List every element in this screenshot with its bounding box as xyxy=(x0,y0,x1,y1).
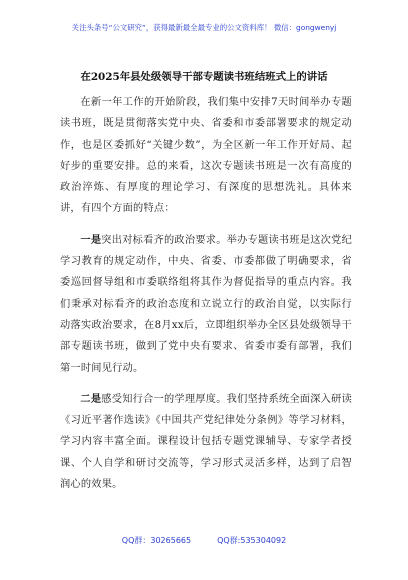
paragraph-text: 在新一年工作的开始阶段，我们集中安排7天时间举办专题读书班，既是贯彻落实党中央、省委和市委部署要求的规定动作，也是区委抓好“关键少数”，为全区新一年工作开好局、起好步的重要安排。总的来看，这次专题读书班是一次有高度的政治淬炼、有厚度的理论学习、有深度的思想洗礼。具体来讲，有四个方面的特点： xyxy=(60,97,352,215)
paragraph-lead: 一是 xyxy=(80,233,102,246)
footer-qq-group-2: QQ群:535304092 xyxy=(217,536,287,545)
footer-qq-group-1: QQ群：30265665 xyxy=(121,536,192,545)
header-banner: 关注头条号“公文研究”，获得最新最全最专业的公文资料库！ 微信：gongwenyj xyxy=(71,23,337,32)
paragraph-point-one xyxy=(60,230,352,379)
footer xyxy=(0,535,408,546)
paragraph-lead: 二是 xyxy=(80,392,102,405)
paragraph-point-two xyxy=(60,389,352,495)
paragraph-text: 突出对标看齐的政治要求。举办专题读书班是这次党纪学习教育的规定动作，中央、省委、市委都做了明确要求，省委巡回督导组和市委联络组将其作为督促指导的重点内容。我们秉承对标看齐的政治态度和立说立行的政治自觉，以实际行动落实政治要求，在8月xx后，立即组织举办全区县处级领导干部专题读书班，做到了党中央有要求、省委市委有部署，我们第一时间见行动。 xyxy=(60,234,353,374)
paragraph-text: 感受知行合一的学理厚度。我们坚持系统全面深入研读《习近平著作选读》《中国共产党纪律处分条例》等学习材料，学习内容丰富全面。课程设计包括专题党课辅导、专家学者授课、个人自学和研讨交流等，学习形式灵活多样，达到了启智润心的效果。 xyxy=(60,393,353,491)
document-body xyxy=(60,92,352,495)
paragraph-intro xyxy=(60,92,352,220)
document-title: 在2025年县处级领导干部专题读书班结班式上的讲话 xyxy=(80,71,328,83)
